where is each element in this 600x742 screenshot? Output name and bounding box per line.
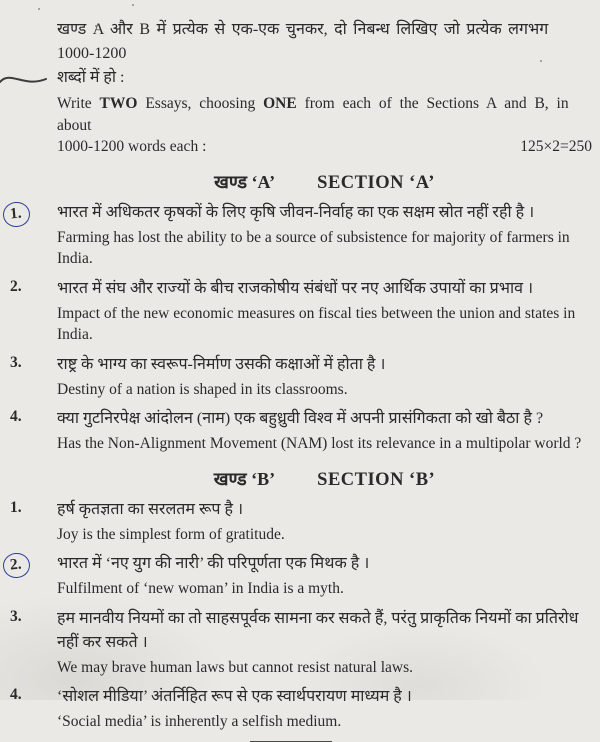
end-separator-line <box>250 741 332 742</box>
question-hindi: भारत में ‘नए युग की नारी’ की परिपूर्णता एक मिथक है । <box>57 555 370 572</box>
instruction-english-two: TWO <box>99 95 138 112</box>
section-b-question-3 <box>10 607 592 679</box>
instruction-english-line1 <box>57 93 592 136</box>
instruction-english-line2: 1000-1200 words each : <box>57 138 207 155</box>
question-hindi: हर्ष कृतज्ञता का सरलतम रूप है । <box>57 500 244 518</box>
section-a-heading <box>57 170 592 194</box>
question-number-cell <box>10 685 57 733</box>
instruction-hindi-line1: खण्ड A और B में प्रत्येक से एक-एक चुनकर, दो निबन्ध लिखिए जो प्रत्येक लगभग 1000-1200 <box>57 21 549 62</box>
section-a-question-3 <box>10 353 592 401</box>
section-b-heading-english: SECTION ‘B’ <box>317 469 436 490</box>
section-b-question-4 <box>10 685 592 733</box>
section-a-question-2 <box>10 277 592 346</box>
section-a-question-1 <box>10 201 592 270</box>
question-number-cell <box>10 552 57 600</box>
question-number: 2. <box>10 277 22 295</box>
question-english: We may brave human laws but cannot resist natural laws. <box>57 658 414 676</box>
question-number: 2. <box>2 552 31 579</box>
question-english: Has the Non-Alignment Movement (NAM) lost its relevance in a multipolar world ? <box>57 435 582 452</box>
question-body <box>57 201 592 270</box>
question-number-cell <box>10 353 57 401</box>
section-a-heading-hindi: खण्ड ‘A’ <box>214 171 276 192</box>
question-hindi: क्या गुटनिरपेक्ष आंदोलन (नाम) एक बहुध्रुवी विश्व में अपनी प्रासंगिकता को खो बैठा है ? <box>57 410 544 427</box>
question-number: 1. <box>10 498 22 516</box>
question-hindi: राष्ट्र के भाग्य का स्वरूप-निर्माण उसकी कक्षाओं में होता है । <box>57 355 386 373</box>
question-number-cell <box>10 201 57 270</box>
question-body <box>57 277 592 346</box>
section-b-question-1 <box>10 498 592 546</box>
question-number-cell <box>10 607 57 679</box>
question-english: Farming has lost the ability to be a source of subsistence for majority of farmers in India. <box>57 228 570 267</box>
question-body <box>57 552 592 600</box>
question-english: ‘Social media’ is inherently a selfish medium. <box>57 713 342 730</box>
question-body <box>57 685 592 733</box>
instruction-english-one: ONE <box>263 95 297 112</box>
section-b-heading-hindi: खण्ड ‘B’ <box>213 468 276 489</box>
question-english: Fulfilment of ‘new woman’ in India is a myth. <box>57 580 344 597</box>
question-english: Joy is the simplest form of gratitude. <box>57 525 285 543</box>
question-english: Impact of the new economic measures on fiscal ties between the union and states in India. <box>57 304 576 343</box>
question-english: Destiny of a nation is shaped in its classrooms. <box>57 380 348 398</box>
question-body <box>57 607 592 679</box>
question-number: 4. <box>10 686 22 703</box>
instruction-hindi-line2: शब्दों में हो : <box>57 69 125 86</box>
question-number: 4. <box>10 408 22 425</box>
instructions-block <box>57 18 592 158</box>
question-hindi: भारत में अधिकतर कृषकों के लिए कृषि जीवन-निर्वाह का एक सक्षम स्रोत नहीं रही है । <box>57 203 535 221</box>
section-a-question-4 <box>10 407 592 455</box>
marks-row <box>57 136 592 158</box>
question-number: 3. <box>10 353 22 371</box>
section-a-heading-english: SECTION ‘A’ <box>317 172 435 193</box>
question-hindi: हम मानवीय नियमों का तो साहसपूर्वक सामना कर सकते हैं, परंतु प्राकृतिक नियमों का प्रतिरोध नहीं कर सकते । <box>57 609 579 651</box>
question-body <box>57 407 592 455</box>
question-number: 3. <box>10 607 22 625</box>
instruction-english-text: Write <box>57 95 92 112</box>
total-marks-value: 125×2=250 <box>520 138 592 155</box>
question-number: 1. <box>2 200 31 227</box>
question-body <box>57 498 592 546</box>
section-b-question-2 <box>10 552 592 600</box>
instruction-english-text: Essays, choosing <box>145 95 256 112</box>
question-number-cell <box>10 277 57 346</box>
question-hindi: भारत में संघ और राज्यों के बीच राजकोषीय संबंधों पर नए आर्थिक उपायों का प्रभाव । <box>57 279 534 297</box>
instruction-english-text: from each of the Sections A and B, in about <box>57 95 569 134</box>
question-body <box>57 353 592 401</box>
question-number-cell <box>10 498 57 546</box>
section-b-heading <box>57 467 592 491</box>
question-hindi: ‘सोशल मीडिया’ अंतर्निहित रूप से एक स्वार्थपरायण माध्यम है । <box>57 688 412 705</box>
question-number-cell <box>10 407 57 455</box>
